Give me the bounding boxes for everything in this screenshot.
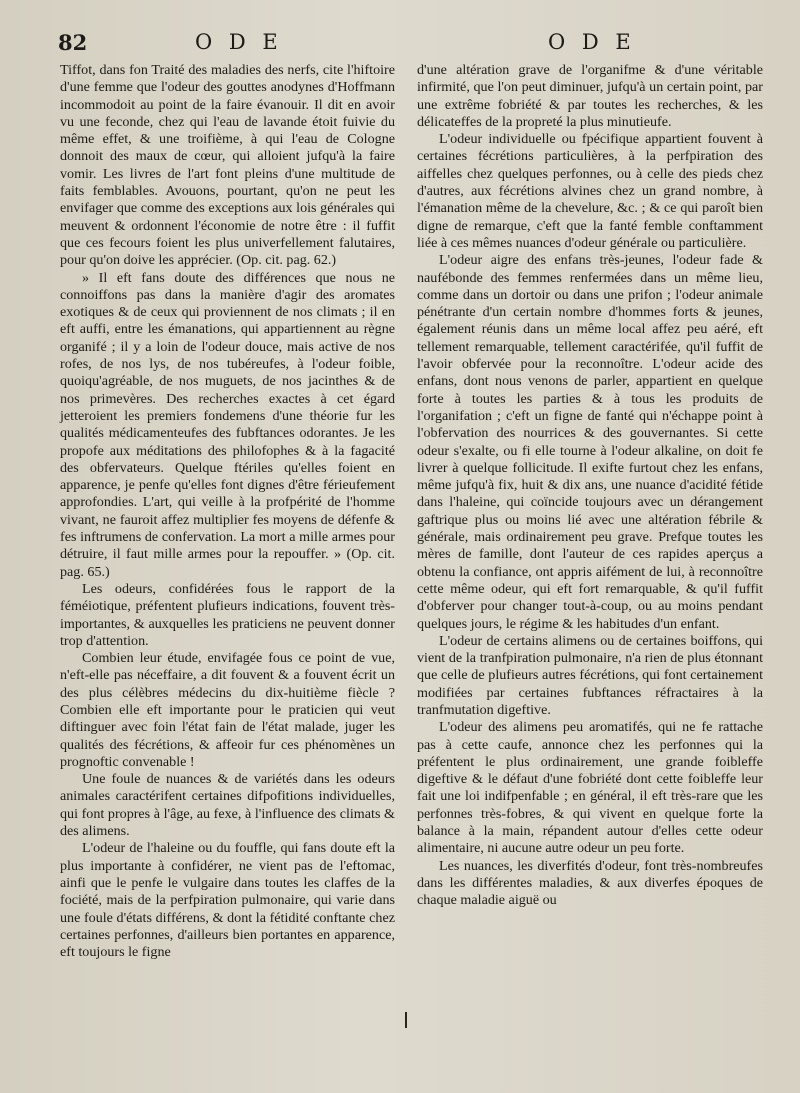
paragraph: Les odeurs, confidérées fous le rapport de la féméiotique, préfentent plufieurs indications, fouvent très-importantes, & auxquelles les praticiens ne peuvent donner trop d'attention. [60, 580, 395, 649]
paragraph: Les nuances, les diverfités d'odeur, font très-nombreufes dans les différentes maladies, & aux diverfes époques de chaque maladie aiguë ou [417, 857, 763, 909]
running-title-right: O D E [548, 30, 636, 54]
paragraph: Une foule de nuances & de variétés dans les odeurs animales caractérifent certaines difpofitions individuelles, qui font propres à l'âge, au fexe, à l'influence des climats & des alimens. [60, 771, 395, 840]
page-header [0, 30, 800, 60]
right-column [417, 62, 763, 910]
paragraph: L'odeur individuelle ou fpécifique appartient fouvent à certaines fécrétions particulières, à la perfpiration des aiffelles chez quelques perfonnes, ou à celle des pieds chez d'autres, aux fécrétions alvines chez un grand nombre, à l'émanation même de la chevelure, &c. ; & ce qui paroît bien digne de remarque, c'eft que la fanté femble conftamment liée à ces mêmes nuances d'odeur générale ou particulière. [417, 131, 763, 251]
paragraph: L'odeur aigre des enfans très-jeunes, l'odeur fade & naufébonde des femmes renfermées dans un même lieu, comme dans un dortoir ou dans une prifon ; l'odeur animale pénétrante d'un certain nombre d'hommes forts & jeunes, également réunis dans un même local affez peu aéré, eft tellement remarquable, tellement caractérifée, qu'il fuffit de l'avoir obfervée pour la reconnoître. L'odeur acide des enfans, dont nous venons de parler, appartient en quelque forte à toutes les parties & à tous les produits de l'organifation ; c'eft un figne de fanté qui n'échappe point à l'obfervation des nourrices & des gouvernantes. Si cette odeur s'exalte, ou fi elle tourne à l'odeur alkaline, on doit fe livrer à quelque follicitude. Il exifte furtout chez les enfans, même jufqu'à fix, huit & dix ans, une nuance d'acidité fétide dans l'haleine, qui coïncide toujours avec un dérangement gaftrique plus ou moins lié avec une altération fébrile & générale, mais ordinairement peu grave. Prefque toutes les mères de famille, dont l'auteur de ces rapides aperçus a obtenu la confiance, ont appris aifément de lui, à reconnoître cette même odeur, qui eft fort remarquable, & qu'il fuffit d'obferver pour changer tout-à-coup, ou au moins pendant quelques jours, le régime & les habitudes d'un enfant. [417, 252, 763, 632]
paragraph: L'odeur de certains alimens ou de certaines boiffons, qui vient de la tranfpiration pulmonaire, n'a rien de plus étonnant que celle de plufieurs autres fécrétions, qui font certainement modifiées par certaines fubftances réfractaires à la tranfmutation digeftive. [417, 632, 763, 718]
paragraph: L'odeur de l'haleine ou du fouffle, qui fans doute eft la plus importante à confidérer, ne vient pas de l'eftomac, ainfi que le penfe le vulgaire dans toutes les claffes de la fociété, mais de la perfpiration pulmonaire, qui varie dans une foule d'états différens, & dont la fétidité conftante chez certaines perfonnes, d'ailleurs bien portantes en apparence, eft toujours le figne [60, 840, 395, 961]
paragraph: d'une altération grave de l'organifme & d'une véritable infirmité, que l'on peut diminuer, jufqu'à un certain point, par une extrême fobriété & par toutes les recherches, & les délicateffes de la propreté la plus minutieufe. [417, 62, 763, 130]
paragraph: L'odeur des alimens peu aromatifés, qui ne fe rattache pas à cette caufe, annonce chez les perfonnes qui la préfentent le plus ordinairement, une grande foibleffe digeftive & le défaut d'une fobriété dont cette foibleffe leur fait une loi indifpenfable ; en général, il eft très-rare que les perfonnes très-fobres, & qui vivent en quelque forte la balance à la main, répandent autour d'elles cette odeur alimentaire, ni aucune autre odeur un peu forte. [417, 719, 763, 857]
paragraph: Combien leur étude, envifagée fous ce point de vue, n'eft-elle pas néceffaire, a dit fouvent & a fouvent écrit un des plus célèbres médecins du dix-huitième fiècle ? Combien elle eft importante pour le praticien qui veut diftinguer avec foin l'état fain de l'état malade, juger les qualités des fécrétions, & affeoir fur ces phénomènes un prognoftic convenable ! [60, 650, 395, 770]
paragraph: » Il eft fans doute des différences que nous ne connoiffons pas dans la manière d'agir des aromates exotiques & de ceux qui proviennent de nos climats ; il en eft auffi, entre les émanations, qui appartiennent au règne organifé ; il y a loin de l'odeur douce, mais active de nos rofes, de nos lys, de nos tubéreufes, à l'odeur foible, quoiqu'agréable, de nos muguets, de nos jacinthes & de nos primevères. Des recherches exactes à cet égard jetteroient les premiers fondemens d'une théorie fur les qualités médicamenteufes des fubftances odorantes. Je les propofe aux méditations des philofophes & à la fagacité des obfervateurs. Quelque ftériles qu'elles foient en apparence, je penfe qu'elles font dignes d'être férieufement approfondies. L'art, qui veille à la profpérité de l'homme vivant, ne fauroit affez multiplier fes moyens de défenfe & fes inftrumens de confervation. La mort a mille armes pour détruire, il faut mille armes pour la repouffer. » (Op. cit. pag. 65.) [60, 269, 395, 580]
column-end-mark [405, 1012, 407, 1028]
running-title-left: O D E [195, 30, 283, 54]
left-column [60, 62, 395, 961]
paragraph: Tiffot, dans fon Traité des maladies des nerfs, cite l'hiftoire d'une femme que l'odeur des gouttes anodynes d'Hoffmann incommodoit au point de la faire évanouir. Il dit en avoir vu une feconde, chez qui l'eau de lavande étoit fuivie du même effet, & une troifième, à qui l'eau de Cologne donnoit des maux de cœur, qui alloient jufqu'à la faire vomir. Les livres de l'art font pleins d'une multitude de faits femblables. Avouons, pourtant, qu'on ne peut les envifager que comme des exceptions aux lois générales qui meuvent & ordonnent l'économie de notre être : il fuffit que ces fecours foient les plus univerfellement falutaires, pour qu'on doive les apprécier. (Op. cit. pag. 62.) [60, 62, 395, 269]
page-number: 82 [58, 30, 88, 55]
